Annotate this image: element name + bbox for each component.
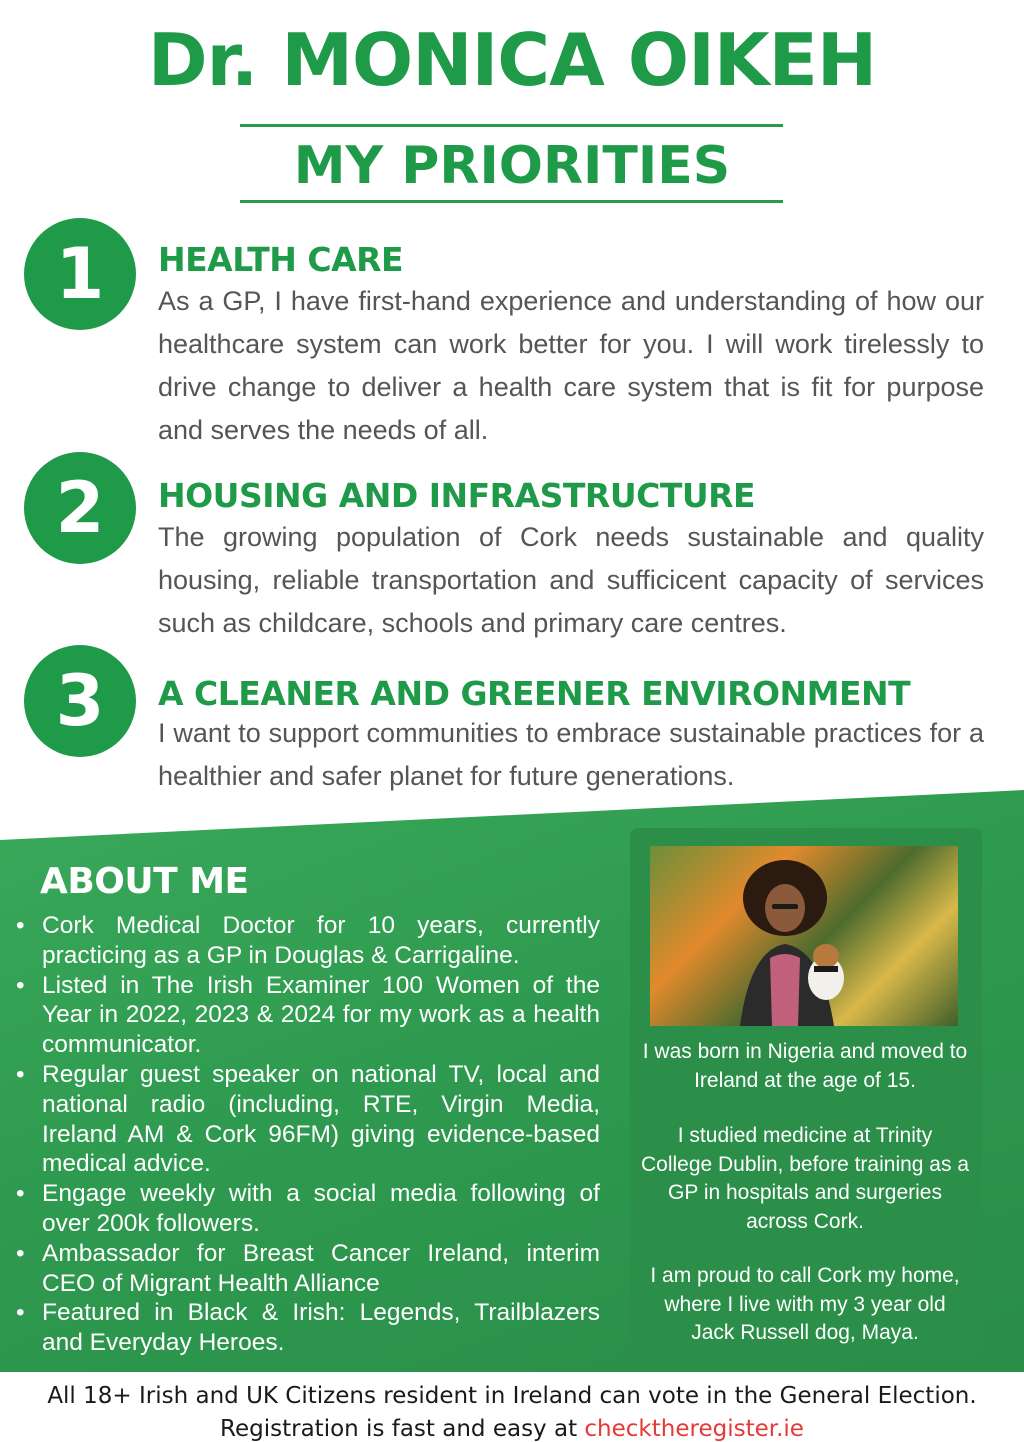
about-item: • Regular guest speaker on national TV, local and national radio (including, RTE, Virgin Media, Ireland AM & Cork 96FM) giving evidence-based medical advice. [14, 1060, 600, 1179]
bio-paragraph-origin: I was born in Nigeria and moved to Ireland at the age of 15. [642, 1040, 968, 1092]
footer-voting-eligibility: All 18+ Irish and UK Citizens resident in Ireland can vote in the General Election. [47, 1383, 977, 1409]
priority-number-1: 1 [24, 218, 136, 330]
footer-registration-text: Registration is fast and easy at [220, 1416, 585, 1442]
checktheregister-link[interactable]: checktheregister.ie [584, 1416, 804, 1442]
priority-text-environment: I want to support communities to embrace sustainable practices for a healthier and safer planet for future generations. [158, 718, 984, 791]
priority-number-3: 3 [24, 645, 136, 757]
priority-number-2: 2 [24, 452, 136, 564]
priority-text-housing: The growing population of Cork needs sustainable and quality housing, reliable transportation and sufficicent capacity of services such as childcare, schools and primary care centres. [158, 522, 984, 638]
about-item: • Featured in Black & Irish: Legends, Trailblazers and Everyday Heroes. [14, 1298, 600, 1358]
priority-title-health-care: HEALTH CARE [158, 240, 404, 279]
about-item: • Ambassador for Breast Cancer Ireland, interim CEO of Migrant Health Alliance [14, 1239, 600, 1299]
heading-rule-top [240, 124, 783, 127]
priority-title-environment: A CLEANER AND GREENER ENVIRONMENT [158, 674, 911, 713]
about-list [14, 911, 600, 1358]
candidate-with-dog-illustration [730, 858, 850, 1026]
about-heading: ABOUT ME [40, 861, 249, 902]
about-item: • Cork Medical Doctor for 10 years, currently practicing as a GP in Douglas & Carrigaline. [14, 911, 600, 971]
about-item: • Listed in The Irish Examiner 100 Women of the Year in 2022, 2023 & 2024 for my work as a health communicator. [14, 971, 600, 1060]
bio-paragraph-education: I studied medicine at Trinity College Dublin, before training as a GP in hospitals and surgeries across Cork. [640, 1124, 970, 1233]
candidate-photo [650, 846, 958, 1026]
priority-text-health-care: As a GP, I have first-hand experience and understanding of how our healthcare system can work better for you. I will work tirelessly to drive change to deliver a health care system that is fit for purpose and serves the needs of all. [158, 286, 984, 445]
priority-title-housing: HOUSING AND INFRASTRUCTURE [158, 476, 756, 515]
bio-card [630, 828, 982, 1358]
about-item: • Engage weekly with a social media following of over 200k followers. [14, 1179, 600, 1239]
footer-registration [0, 1416, 1024, 1442]
bio-paragraph-home: I am proud to call Cork my home, where I live with my 3 year old Jack Russell dog, Maya. [650, 1264, 960, 1344]
priorities-heading: MY PRIORITIES [293, 136, 731, 196]
candidate-name: Dr. MONICA OIKEH [147, 18, 877, 102]
heading-rule-bottom [240, 200, 783, 203]
